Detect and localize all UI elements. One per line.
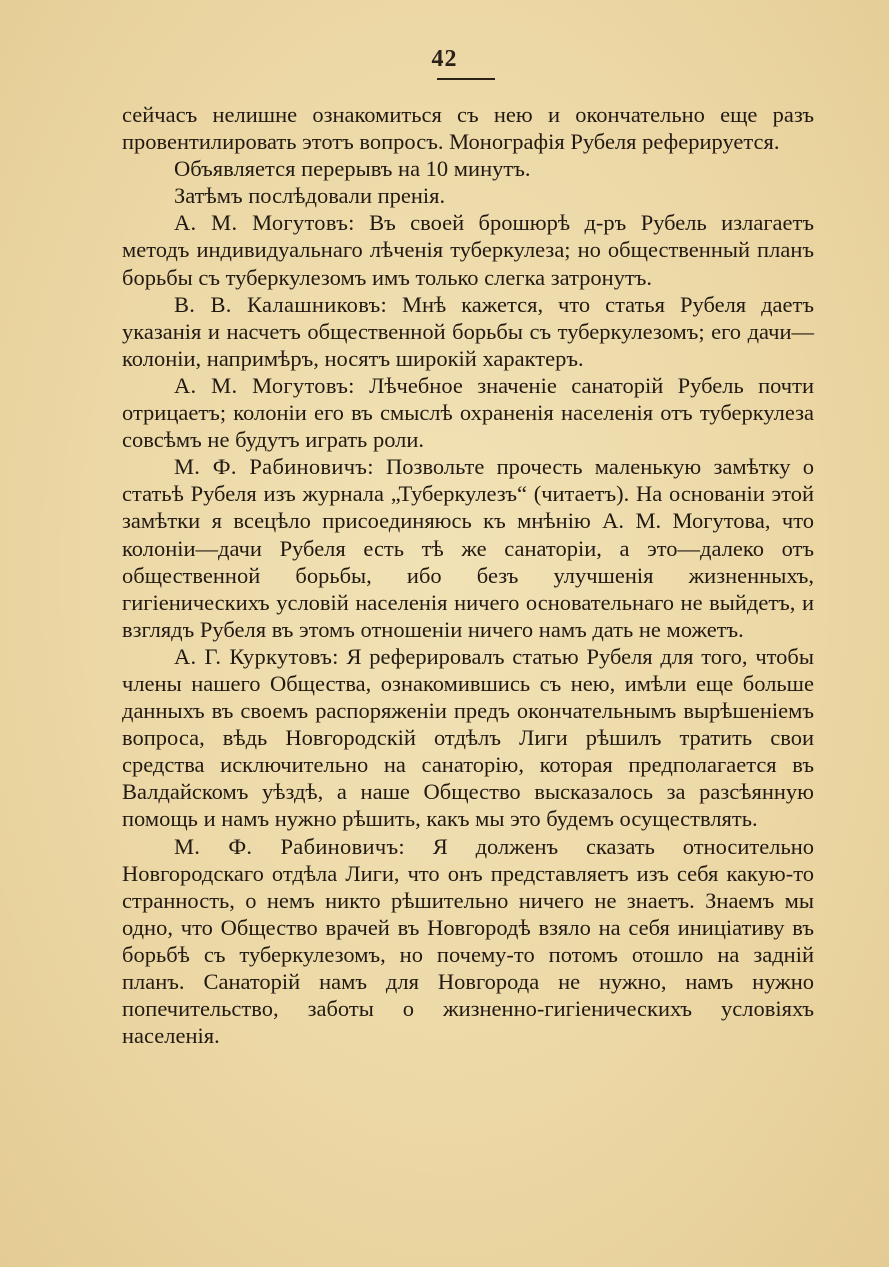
speaker-name: М. Ф. Рабиновичъ: <box>174 833 405 859</box>
page-number: 42 <box>431 46 458 72</box>
paragraph <box>122 155 814 182</box>
paragraph-text: Мнѣ кажется, что статья Рубеля даетъ указанія и насчетъ общественной борьбы съ туберкулезомъ; его дачи—колоніи, напримѣръ, носятъ широкій характеръ. <box>122 291 814 371</box>
paragraph-text: Лѣчебное значеніе санаторій Рубель почти отрицаетъ; колоніи его въ смыслѣ охраненія населенія отъ туберкулеза совсѣмъ не будутъ играть роли. <box>122 372 814 453</box>
paragraph-text: Я реферировалъ статью Рубеля для того, чтобы члены нашего Общества, ознакомившись съ нею, имѣли еще больше данныхъ въ своемъ распоряженіи предъ окончательнымъ вырѣшеніемъ вопроса, вѣдь Новгородскій отдѣлъ Лиги рѣшилъ тратить свои средства исключительно на санаторію, которая предполагается въ Валдайскомъ уѣздѣ, а наше Общество высказалось за разсѣянную помощь и намъ нужно рѣшить, какъ мы это будемъ осуществлять. <box>122 643 814 832</box>
paragraph <box>122 101 814 155</box>
paragraph-text: сейчасъ нелишне ознакомиться съ нею и окончательно еще разъ провентилировать этотъ вопросъ. Монографія Рубеля реферируется. <box>122 102 814 155</box>
paragraph-text: Позвольте прочесть маленькую замѣтку о статьѣ Рубеля изъ журнала „Туберкулезъ“ (читаетъ). На основаніи этой замѣтки я всецѣло присоединяюсь къ мнѣнію А. М. Могутова, что колоніи—дачи Рубеля есть тѣ же санаторіи, а это—далеко отъ общественной борьбы, ибо безъ улучшенія жизненныхъ, гигіеническихъ условій населенія ничего основательнаго не выйдетъ, и взглядъ Рубеля въ этомъ отношеніи ничего намъ дать не можетъ. <box>122 454 814 642</box>
paragraph-text: Затѣмъ послѣдовали пренія. <box>174 183 446 209</box>
body-text <box>122 101 814 1049</box>
paragraph <box>122 209 814 290</box>
paragraph-text: Объявляется перерывъ на 10 минутъ. <box>174 156 531 182</box>
paragraph <box>122 453 814 643</box>
speaker-name: М. Ф. Рабиновичъ: <box>174 454 374 480</box>
paragraph <box>122 182 814 209</box>
speaker-name: А. М. Могутовъ: <box>174 372 355 398</box>
paragraph <box>122 643 814 833</box>
paragraph <box>122 833 814 1050</box>
paragraph-text: Я долженъ сказать относительно Новгородскаго отдѣла Лиги, что онъ представляетъ изъ себя какую-то странность, о немъ никто рѣшительно ничего не знаетъ. Знаемъ мы одно, что Общество врачей въ Новгородѣ взяло на себя иниціативу въ борьбѣ съ туберкулезомъ, но почему-то потомъ отошло на задній планъ. Санаторій намъ для Новгорода не нужно, намъ нужно попечительство, заботы о жизненно-гигіеническихъ условіяхъ населенія. <box>122 833 815 1049</box>
paragraph <box>122 291 814 372</box>
paragraph <box>122 372 814 453</box>
speaker-name: А. М. Могутовъ: <box>174 210 355 236</box>
paragraph-text: Въ своей брошюрѣ д-ръ Рубель излагаетъ методъ индивидуальнаго лѣченія туберкулеза; но общественный планъ борьбы съ туберкулезомъ имъ только слегка затронутъ. <box>122 210 814 290</box>
speaker-name: А. Г. Куркутовъ: <box>174 643 339 669</box>
speaker-name: В. В. Калашниковъ: <box>174 291 388 317</box>
page-number-underline <box>437 78 495 80</box>
